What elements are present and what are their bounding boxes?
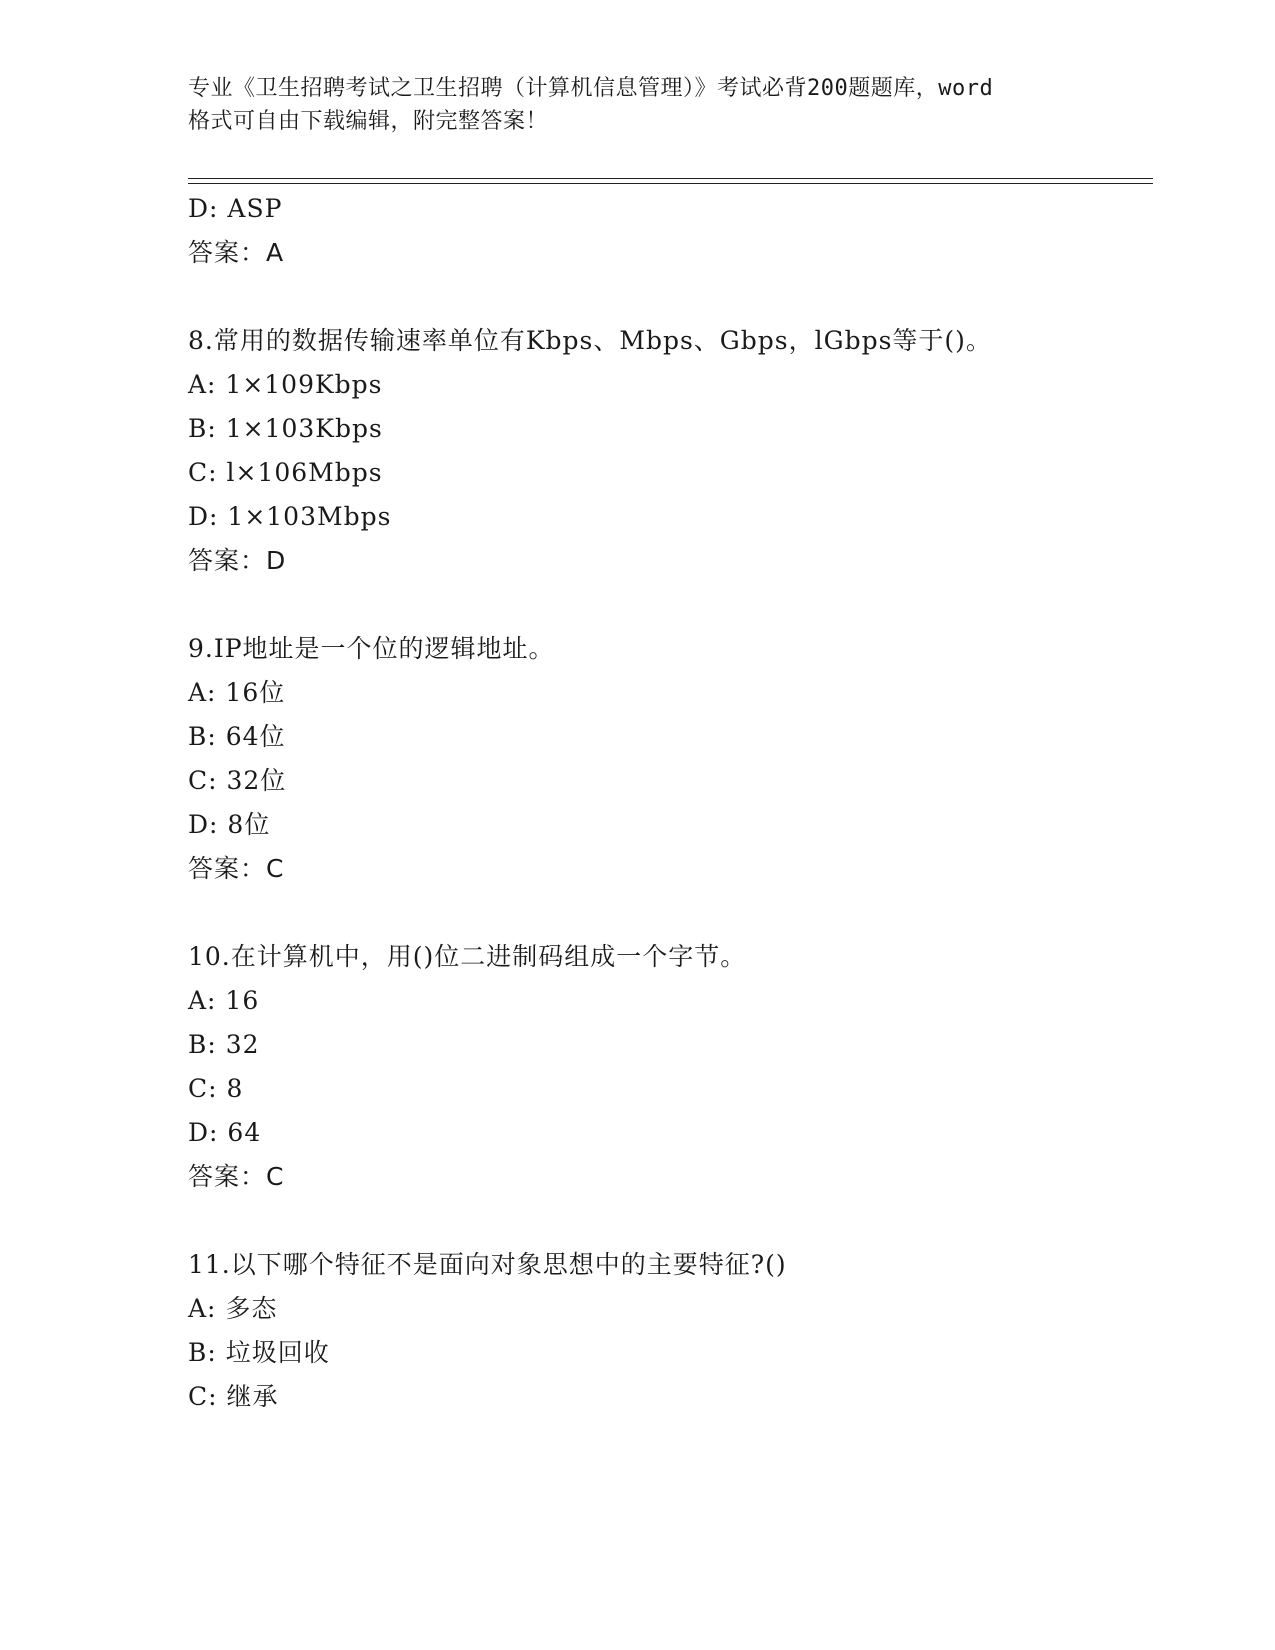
question-8-option-a: A: 1×109Kbps (188, 370, 383, 399)
question-9-answer: 答案：C (188, 854, 285, 883)
header-line-1: 专业《卫生招聘考试之卫生招聘（计算机信息管理）》考试必背200题题库，word (188, 76, 994, 101)
question-10-stem: 10.在计算机中，用()位二进制码组成一个字节。 (188, 942, 747, 971)
question-9-option-b: B: 64位 (188, 722, 286, 751)
question-10-option-c: C: 8 (188, 1074, 244, 1103)
question-10-answer: 答案：C (188, 1162, 285, 1191)
question-10-option-b: B: 32 (188, 1030, 260, 1059)
question-10-option-a: A: 16 (188, 986, 260, 1015)
question-8-option-d: D: 1×103Mbps (188, 502, 392, 531)
prev-answer: 答案：A (188, 238, 285, 267)
prev-option-d: D: ASP (188, 194, 283, 223)
question-8-stem: 8.常用的数据传输速率单位有Kbps、Mbps、Gbps，lGbps等于()。 (188, 326, 992, 355)
header-divider-bottom (188, 183, 1153, 184)
question-8-answer: 答案：D (188, 546, 287, 575)
question-8-option-b: B: 1×103Kbps (188, 414, 383, 443)
question-11-option-c: C: 继承 (188, 1382, 279, 1411)
header-divider-top (188, 178, 1153, 179)
question-9-option-d: D: 8位 (188, 810, 271, 839)
question-8-option-c: C: l×106Mbps (188, 458, 383, 487)
header-line-2: 格式可自由下载编辑，附完整答案！ (188, 109, 549, 134)
question-11-option-b: B: 垃圾回收 (188, 1338, 330, 1367)
question-9-option-c: C: 32位 (188, 766, 287, 795)
question-11-stem: 11.以下哪个特征不是面向对象思想中的主要特征?() (188, 1250, 787, 1279)
question-9-stem: 9.IP地址是一个位的逻辑地址。 (188, 634, 555, 663)
question-9-option-a: A: 16位 (188, 678, 286, 707)
question-11-option-a: A: 多态 (188, 1294, 278, 1323)
document-header (188, 72, 1088, 138)
question-10-option-d: D: 64 (188, 1118, 262, 1147)
